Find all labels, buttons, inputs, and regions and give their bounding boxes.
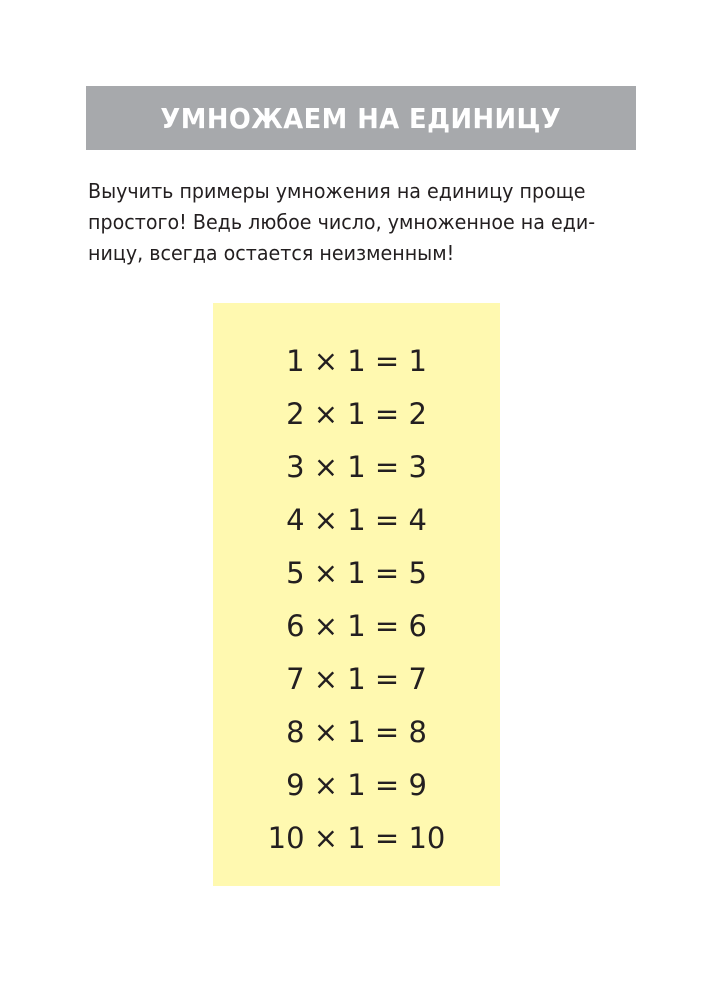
table-row: 3 × 1 = 3 (286, 449, 427, 484)
multiplication-table (213, 334, 500, 864)
table-row: 9 × 1 = 9 (286, 767, 427, 802)
table-row: 4 × 1 = 4 (286, 502, 427, 537)
table-row: 2 × 1 = 2 (286, 396, 427, 431)
table-row: 8 × 1 = 8 (286, 714, 427, 749)
table-row: 7 × 1 = 7 (286, 661, 427, 696)
title-banner (86, 86, 636, 150)
table-row: 10 × 1 = 10 (267, 820, 446, 855)
multiplication-table-panel (213, 303, 500, 886)
intro-line: Выучить примеры умножения на единицу проще (88, 179, 586, 203)
intro-line: ницу, всегда остается неизменным! (88, 241, 455, 265)
intro-line: простого! Ведь любое число, умноженное на еди- (88, 210, 596, 234)
intro-paragraph (88, 176, 609, 269)
page-title: УМНОЖАЕМ НА ЕДИНИЦУ (160, 101, 562, 135)
table-row: 1 × 1 = 1 (286, 343, 427, 378)
table-row: 6 × 1 = 6 (286, 608, 427, 643)
table-row: 5 × 1 = 5 (286, 555, 427, 590)
